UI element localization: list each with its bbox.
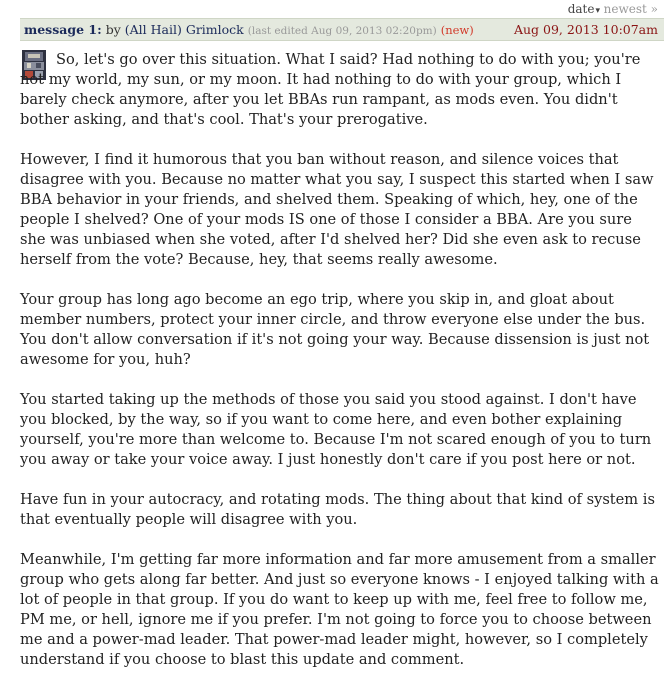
message-number: message 1: (24, 22, 102, 37)
message-body (20, 50, 660, 690)
message-paragraph: Your group has long ago become an ego trip, where you skip in, and gloat about member numbers, protect your inner circle, and throw everyone else under the bus. You don't allow conversation if it's not going your way. Because dissension is just not awesome for you, huh? (20, 291, 650, 368)
message-paragraph: Have fun in your autocracy, and rotating mods. The thing about that kind of system is that eventually people will disagree with you. (20, 491, 655, 528)
message-date-link[interactable]: Aug 09, 2013 10:07am (513, 22, 658, 37)
message-paragraph: You started taking up the methods of those you said you stood against. I don't have you blocked, by the way, so if you want to come here, and even bother explaining yourself, you're more than welcome to. Because I'm not scared enough of you to turn you away or take your voice away. I just honestly don't care if you post here or not. (20, 391, 652, 468)
chevron-down-icon: ▾ (595, 6, 600, 16)
author-link[interactable]: (All Hail) Grimlock (124, 22, 244, 37)
message-header (20, 18, 664, 41)
message-paragraph: Meanwhile, I'm getting far more information and far more amusement from a smaller group who gets along far better. And just so everyone knows - I enjoyed talking with a lot of people in that group. If you do want to keep up with me, feel free to follow me, PM me, or hell, ignore me if you prefer. I'm not going to force you to choose between me and a power-mad leader. That power-mad leader might, however, so I completely understand if you choose to blast this update and comment. (20, 551, 659, 668)
sort-date-label: date (567, 2, 595, 16)
edited-timestamp: (last edited Aug 09, 2013 02:20pm) (247, 25, 437, 37)
message-paragraph: However, I find it humorous that you ban without reason, and silence voices that disagree with you. Because no matter what you say, I suspect this started when I saw BBA behavior in your friends, and shelved them. Speaking of which, hey, one of the people I shelved? One of your mods IS one of those I consider a BBA. Are you sure she was unbiased when she voted, after I'd shelved her? Did she even ask to recuse herself from the vote? Because, hey, that seems really awesome. (20, 151, 654, 268)
by-label: by (105, 22, 121, 37)
sort-bar (0, 0, 668, 18)
sort-by-date-link[interactable] (568, 2, 600, 16)
sort-newest-link[interactable]: newest » (603, 2, 658, 16)
message-paragraph: So, let's go over this situation. What I said? Had nothing to do with you; you're not my world, my sun, or my moon. It had nothing to do with your group, which I barely check anymore, after you let BBAs run rampant, as mods even. You didn't bother asking, and that's cool. That's your prerogative. (20, 51, 641, 128)
new-badge: (new) (440, 23, 474, 37)
